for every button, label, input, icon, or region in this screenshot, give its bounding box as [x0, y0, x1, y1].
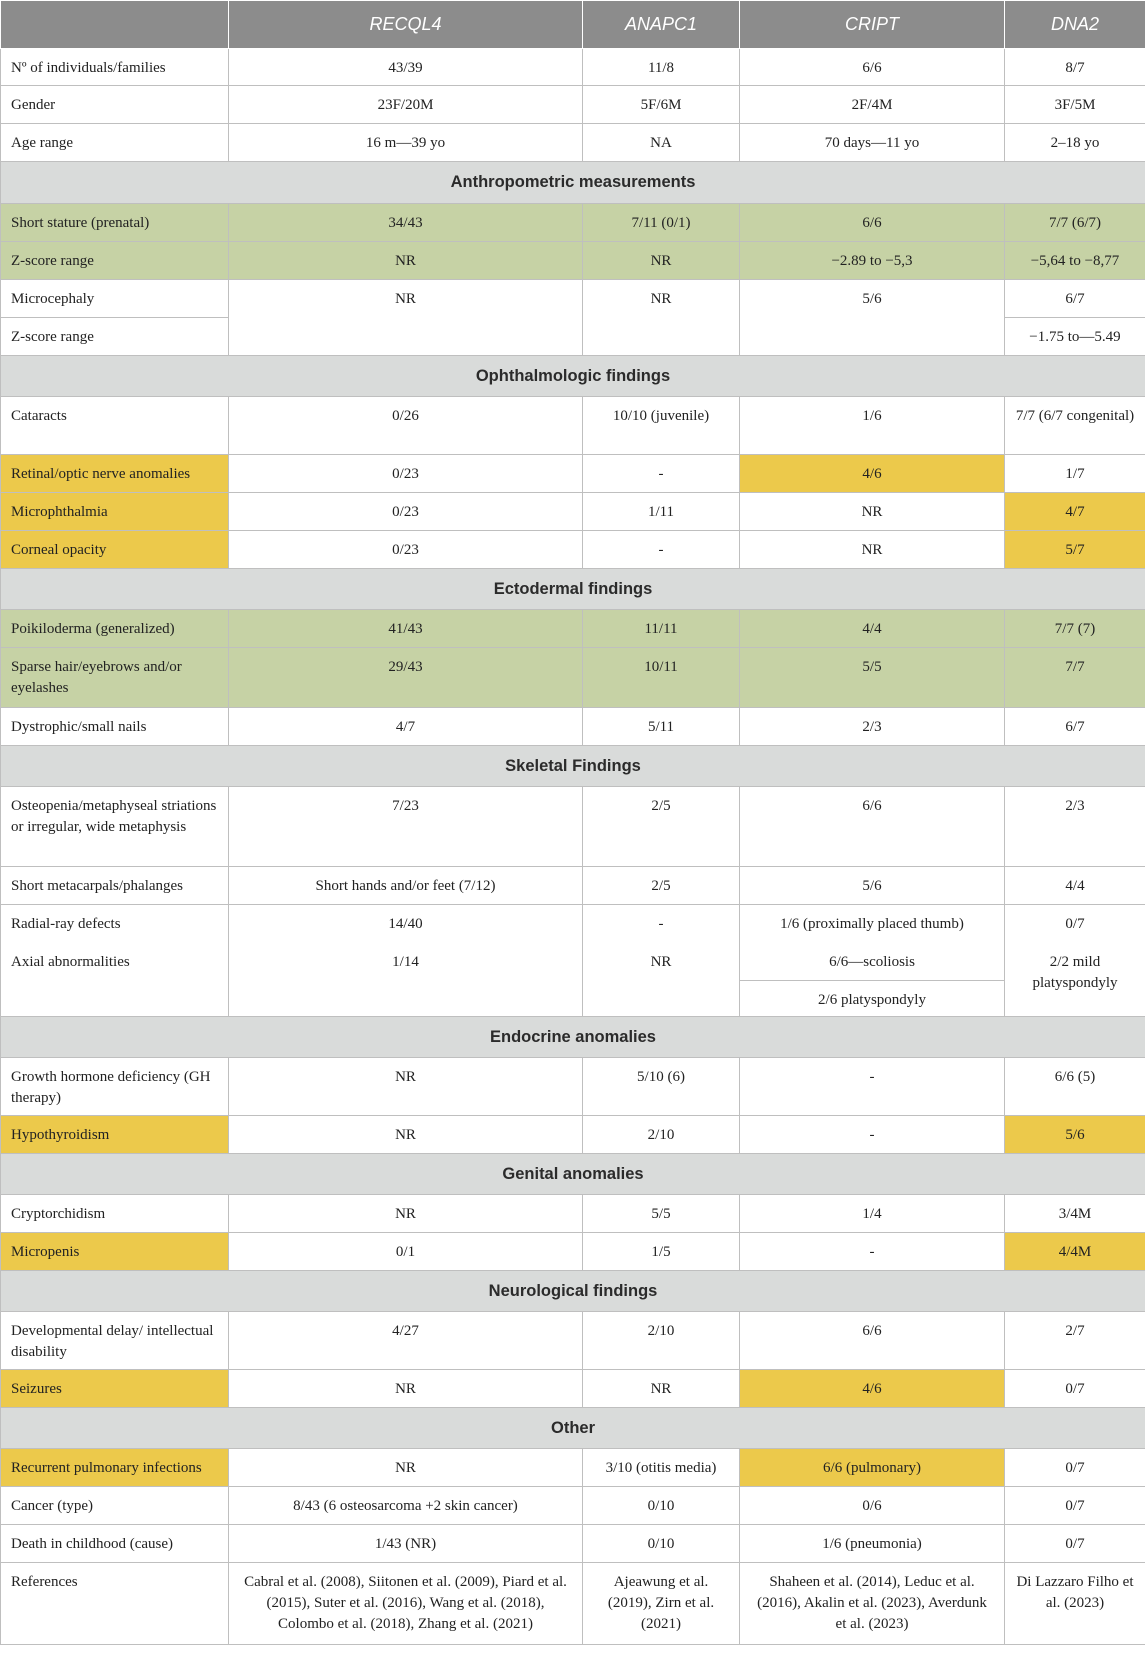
cell-cript: 6/6—scoliosis: [740, 943, 1005, 981]
cell-cript: 5/6: [740, 867, 1005, 905]
row-label: Osteopenia/metaphyseal striations or irregular, wide metaphysis: [1, 787, 229, 867]
cell-cript-platyspondyly: 2/6 platyspondyly: [740, 981, 1005, 1017]
row-age-range: [1, 124, 1145, 162]
row-label: Seizures: [1, 1370, 229, 1408]
cell-cript: NR: [740, 531, 1005, 569]
row-references: [1, 1563, 1145, 1645]
row-pulmonary-infections: [1, 1449, 1145, 1487]
row-nails: [1, 708, 1145, 746]
row-label: Cataracts: [1, 397, 229, 455]
cell-anapc1: 2/5: [583, 787, 740, 867]
row-label: Cancer (type): [1, 1487, 229, 1525]
row-microphthalmia: [1, 493, 1145, 531]
cell-cript: 4/6: [740, 455, 1005, 493]
cell-recql4: NR: [229, 280, 583, 356]
cell-cript: -: [740, 1233, 1005, 1271]
cell-dna2: 2–18 yo: [1005, 124, 1145, 162]
cell-dna2: 8/7: [1005, 49, 1145, 86]
cell-dna2: 7/7 (7): [1005, 610, 1145, 648]
cell-dna2: 6/7: [1005, 280, 1145, 318]
section-other: [1, 1408, 1145, 1449]
cell-dna2: 2/7: [1005, 1312, 1145, 1370]
row-gender: [1, 86, 1145, 124]
section-skeletal: [1, 746, 1145, 787]
row-z-score-stature: [1, 242, 1145, 280]
section-anthropometric: [1, 162, 1145, 204]
cell-recql4: 34/43: [229, 204, 583, 242]
row-hypothyroidism: [1, 1116, 1145, 1154]
row-metacarpals: [1, 867, 1145, 905]
section-neurological: [1, 1271, 1145, 1312]
cell-anapc1: NR: [583, 280, 740, 356]
row-label: Nº of individuals/families: [1, 49, 229, 86]
row-label: Poikiloderma (generalized): [1, 610, 229, 648]
row-label: Recurrent pulmonary infections: [1, 1449, 229, 1487]
row-label: Hypothyroidism: [1, 1116, 229, 1154]
cell-cript: −2.89 to −5,3: [740, 242, 1005, 280]
cell-cript: 5/6: [740, 280, 1005, 356]
cell-cript: Shaheen et al. (2014), Leduc et al. (2016), Akalin et al. (2023), Averdunk et al. (2023): [740, 1563, 1005, 1645]
cell-recql4: NR: [229, 1058, 583, 1116]
cell-dna2: Di Lazzaro Filho et al. (2023): [1005, 1563, 1145, 1645]
cell-anapc1: 1/11: [583, 493, 740, 531]
row-label: Short metacarpals/phalanges: [1, 867, 229, 905]
cell-dna2: 2/2 mild platyspondyly: [1005, 943, 1145, 1017]
cell-recql4: 4/7: [229, 708, 583, 746]
cell-cript: 1/6: [740, 397, 1005, 455]
header-empty: [1, 1, 229, 49]
cell-dna2: −1.75 to—5.49: [1005, 318, 1145, 356]
cell-recql4: 7/23: [229, 787, 583, 867]
row-label: Corneal opacity: [1, 531, 229, 569]
section-title: Other: [1, 1408, 1145, 1449]
row-label: Z-score range: [1, 318, 229, 356]
row-label: Retinal/optic nerve anomalies: [1, 455, 229, 493]
header-cript: CRIPT: [740, 1, 1005, 49]
row-label: Dystrophic/small nails: [1, 708, 229, 746]
section-title: Endocrine anomalies: [1, 1017, 1145, 1058]
cell-recql4: 0/23: [229, 531, 583, 569]
header-anapc1: ANAPC1: [583, 1, 740, 49]
cell-anapc1: 11/8: [583, 49, 740, 86]
row-microcephaly: [1, 280, 1145, 318]
cell-anapc1: 5/5: [583, 1195, 740, 1233]
cell-recql4: 8/43 (6 osteosarcoma +2 skin cancer): [229, 1487, 583, 1525]
cell-recql4: Cabral et al. (2008), Siitonen et al. (2009), Piard et al. (2015), Suter et al. (2016), Wang et al. (2018), Colombo et al. (2018), Zhang et al. (2021): [229, 1563, 583, 1645]
cell-anapc1: 0/10: [583, 1487, 740, 1525]
row-label: Micropenis: [1, 1233, 229, 1271]
cell-cript: 6/6: [740, 787, 1005, 867]
row-label: Radial-ray defects: [1, 905, 229, 943]
row-radial-ray: [1, 905, 1145, 943]
cell-dna2: 4/4: [1005, 867, 1145, 905]
cell-recql4: 0/26: [229, 397, 583, 455]
row-label: References: [1, 1563, 229, 1645]
row-poikiloderma: [1, 610, 1145, 648]
cell-dna2: 2/3: [1005, 787, 1145, 867]
cell-dna2: 3/4M: [1005, 1195, 1145, 1233]
cell-dna2: 5/6: [1005, 1116, 1145, 1154]
cell-cript: 1/6 (pneumonia): [740, 1525, 1005, 1563]
cell-recql4: 29/43: [229, 648, 583, 708]
cell-cript: 4/4: [740, 610, 1005, 648]
cell-cript: -: [740, 1116, 1005, 1154]
cell-cript: 6/6: [740, 1312, 1005, 1370]
cell-anapc1: NR: [583, 943, 740, 1017]
cell-recql4: NR: [229, 242, 583, 280]
section-title: Neurological findings: [1, 1271, 1145, 1312]
row-cataracts: [1, 397, 1145, 455]
row-label: Cryptorchidism: [1, 1195, 229, 1233]
cell-anapc1: -: [583, 455, 740, 493]
cell-cript: 6/6 (pulmonary): [740, 1449, 1005, 1487]
cell-recql4: 1/14: [229, 943, 583, 1017]
cell-anapc1: 2/10: [583, 1116, 740, 1154]
row-corneal-opacity: [1, 531, 1145, 569]
cell-recql4: 23F/20M: [229, 86, 583, 124]
header-row: [1, 1, 1145, 49]
cell-recql4: NR: [229, 1370, 583, 1408]
cell-anapc1: NA: [583, 124, 740, 162]
section-endocrine: [1, 1017, 1145, 1058]
cell-anapc1: 7/11 (0/1): [583, 204, 740, 242]
cell-dna2: 6/6 (5): [1005, 1058, 1145, 1116]
cell-cript: -: [740, 1058, 1005, 1116]
section-title: Ophthalmologic findings: [1, 356, 1145, 397]
cell-recql4: 0/23: [229, 455, 583, 493]
cell-cript: 70 days—11 yo: [740, 124, 1005, 162]
cell-dna2: 3F/5M: [1005, 86, 1145, 124]
row-label: Gender: [1, 86, 229, 124]
cell-cript: 6/6: [740, 49, 1005, 86]
cell-dna2: 0/7: [1005, 1449, 1145, 1487]
cell-anapc1: 2/5: [583, 867, 740, 905]
cell-recql4: 0/1: [229, 1233, 583, 1271]
cell-dna2: −5,64 to −8,77: [1005, 242, 1145, 280]
row-label: Death in childhood (cause): [1, 1525, 229, 1563]
cell-cript: NR: [740, 493, 1005, 531]
cell-dna2: 7/7 (6/7): [1005, 204, 1145, 242]
cell-recql4: NR: [229, 1449, 583, 1487]
cell-anapc1: 5/11: [583, 708, 740, 746]
cell-dna2: 6/7: [1005, 708, 1145, 746]
cell-recql4: 41/43: [229, 610, 583, 648]
row-growth-hormone: [1, 1058, 1145, 1116]
cell-dna2: 7/7 (6/7 congenital): [1005, 397, 1145, 455]
cell-dna2: 4/7: [1005, 493, 1145, 531]
cell-anapc1: NR: [583, 242, 740, 280]
cell-anapc1: 10/11: [583, 648, 740, 708]
cell-anapc1: 5/10 (6): [583, 1058, 740, 1116]
cell-cript: 2/3: [740, 708, 1005, 746]
row-retinal: [1, 455, 1145, 493]
section-genital: [1, 1154, 1145, 1195]
cell-anapc1: -: [583, 531, 740, 569]
section-title: Genital anomalies: [1, 1154, 1145, 1195]
row-label: Axial abnormalities: [1, 943, 229, 1017]
cell-recql4: NR: [229, 1195, 583, 1233]
cell-dna2: 7/7: [1005, 648, 1145, 708]
cell-cript: 1/6 (proximally placed thumb): [740, 905, 1005, 943]
section-title: Anthropometric measurements: [1, 162, 1145, 204]
row-osteopenia: [1, 787, 1145, 867]
cell-dna2: 4/4M: [1005, 1233, 1145, 1271]
cell-anapc1: 2/10: [583, 1312, 740, 1370]
header-dna2: DNA2: [1005, 1, 1145, 49]
row-seizures: [1, 1370, 1145, 1408]
cell-anapc1: 5F/6M: [583, 86, 740, 124]
cell-dna2: 0/7: [1005, 905, 1145, 943]
cell-dna2: 0/7: [1005, 1370, 1145, 1408]
section-title: Ectodermal findings: [1, 569, 1145, 610]
cell-recql4: 1/43 (NR): [229, 1525, 583, 1563]
cell-anapc1: 0/10: [583, 1525, 740, 1563]
cell-anapc1: 3/10 (otitis media): [583, 1449, 740, 1487]
section-ophthalmologic: [1, 356, 1145, 397]
row-micropenis: [1, 1233, 1145, 1271]
row-cancer: [1, 1487, 1145, 1525]
row-label: Developmental delay/ intellectual disability: [1, 1312, 229, 1370]
cell-anapc1: Ajeawung et al. (2019), Zirn et al. (2021): [583, 1563, 740, 1645]
row-label: Microcephaly: [1, 280, 229, 318]
row-sparse-hair: [1, 648, 1145, 708]
row-short-stature: [1, 204, 1145, 242]
row-label: Sparse hair/eyebrows and/or eyelashes: [1, 648, 229, 708]
row-label: Growth hormone deficiency (GH therapy): [1, 1058, 229, 1116]
row-individuals: [1, 49, 1145, 86]
cell-recql4: 16 m—39 yo: [229, 124, 583, 162]
cell-recql4: 43/39: [229, 49, 583, 86]
row-developmental-delay: [1, 1312, 1145, 1370]
cell-dna2: 0/7: [1005, 1487, 1145, 1525]
row-label: Age range: [1, 124, 229, 162]
section-ectodermal: [1, 569, 1145, 610]
cell-cript: 0/6: [740, 1487, 1005, 1525]
cell-cript: 6/6: [740, 204, 1005, 242]
cell-dna2: 5/7: [1005, 531, 1145, 569]
row-label: Short stature (prenatal): [1, 204, 229, 242]
cell-anapc1: 1/5: [583, 1233, 740, 1271]
cell-anapc1: 10/10 (juvenile): [583, 397, 740, 455]
cell-anapc1: NR: [583, 1370, 740, 1408]
row-label: Microphthalmia: [1, 493, 229, 531]
cell-cript: 2F/4M: [740, 86, 1005, 124]
cell-recql4: Short hands and/or feet (7/12): [229, 867, 583, 905]
row-label: Z-score range: [1, 242, 229, 280]
cell-dna2: 0/7: [1005, 1525, 1145, 1563]
cell-recql4: 4/27: [229, 1312, 583, 1370]
cell-cript: 1/4: [740, 1195, 1005, 1233]
cell-cript: 5/5: [740, 648, 1005, 708]
row-death-childhood: [1, 1525, 1145, 1563]
cell-dna2: 1/7: [1005, 455, 1145, 493]
cell-anapc1: -: [583, 905, 740, 943]
header-recql4: RECQL4: [229, 1, 583, 49]
cell-anapc1: 11/11: [583, 610, 740, 648]
row-cryptorchidism: [1, 1195, 1145, 1233]
cell-recql4: NR: [229, 1116, 583, 1154]
cell-cript: 4/6: [740, 1370, 1005, 1408]
cell-recql4: 0/23: [229, 493, 583, 531]
section-title: Skeletal Findings: [1, 746, 1145, 787]
row-axial: [1, 943, 1145, 981]
cell-recql4: 14/40: [229, 905, 583, 943]
